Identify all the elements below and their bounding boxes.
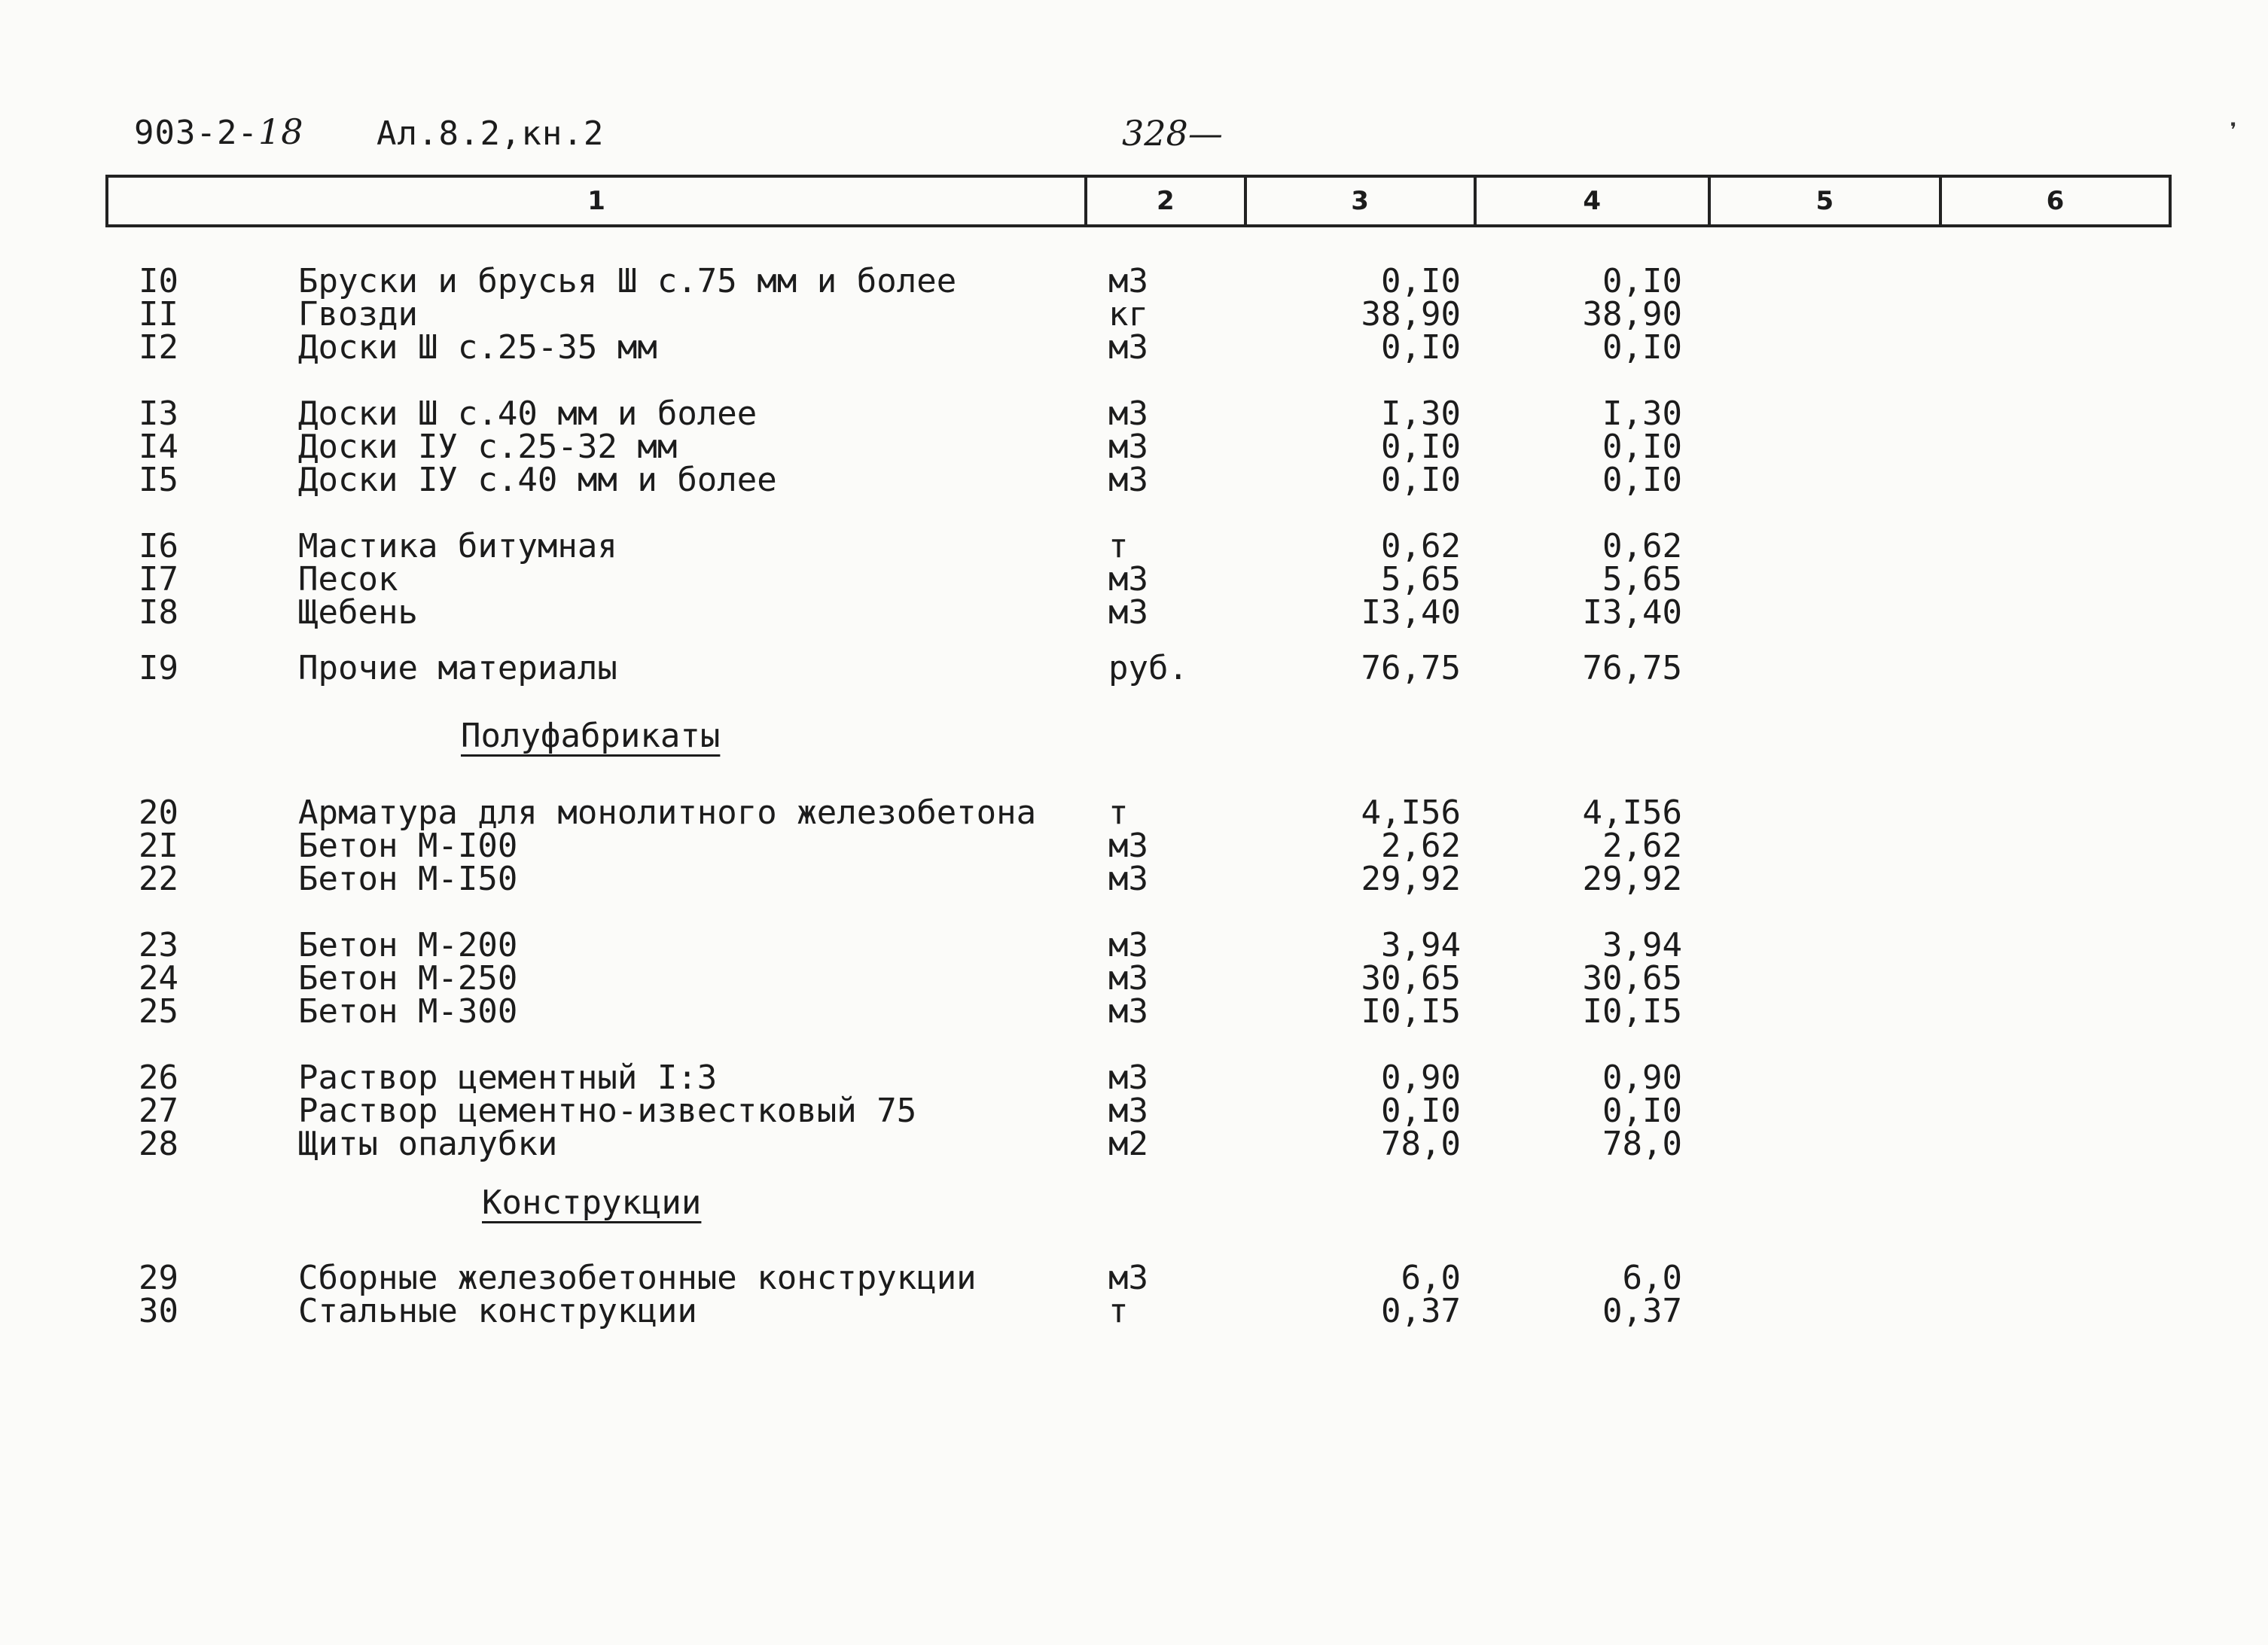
- corner-mark: ❜: [2225, 117, 2241, 148]
- material-name: Бетон М-I00: [298, 827, 518, 865]
- quantity-col3: 78,0: [1381, 1125, 1461, 1163]
- unit: м3: [1108, 394, 1148, 433]
- table-row: [0, 1059, 2268, 1097]
- material-name: Раствор цементный I:3: [298, 1059, 718, 1097]
- row-number: 20: [139, 794, 178, 832]
- quantity-col4: 0,62: [1602, 527, 1682, 565]
- material-name: Доски IУ с.25-32 мм: [298, 428, 678, 466]
- row-number: I8: [139, 593, 178, 632]
- row-number: I0: [139, 262, 178, 300]
- material-name: Бетон М-I50: [298, 860, 518, 898]
- unit: м3: [1108, 959, 1148, 998]
- quantity-col3: 3,94: [1381, 926, 1461, 964]
- page-number-dash: —: [1187, 113, 1223, 154]
- row-number: 23: [139, 926, 178, 964]
- quantity-col3: 76,75: [1361, 649, 1461, 687]
- material-name: Бетон М-250: [298, 959, 518, 998]
- quantity-col3: 6,0: [1401, 1259, 1461, 1297]
- quantity-col3: 0,37: [1381, 1292, 1461, 1330]
- quantity-col4: 2,62: [1602, 827, 1682, 865]
- document-code-handwritten: 18: [258, 111, 304, 152]
- quantity-col3: I,30: [1381, 394, 1461, 433]
- row-number: I9: [139, 649, 178, 687]
- row-number: I7: [139, 560, 178, 599]
- material-name: Щиты опалубки: [298, 1125, 558, 1163]
- unit: кг: [1108, 295, 1148, 334]
- column-header-1: 1: [108, 178, 1087, 224]
- table-row: [0, 1125, 2268, 1163]
- unit: т: [1108, 527, 1129, 565]
- material-name: Гвозди: [298, 295, 418, 334]
- row-number: 2I: [139, 827, 178, 865]
- table-column-header: [105, 175, 2172, 227]
- row-number: 27: [139, 1092, 178, 1130]
- quantity-col4: 30,65: [1582, 959, 1682, 998]
- table-row: [0, 428, 2268, 466]
- row-number: 24: [139, 959, 178, 998]
- quantity-col3: I3,40: [1361, 593, 1461, 632]
- quantity-col4: 29,92: [1582, 860, 1682, 898]
- row-number: II: [139, 295, 178, 334]
- unit: руб.: [1108, 649, 1188, 687]
- unit: т: [1108, 1292, 1129, 1330]
- unit: м2: [1108, 1125, 1148, 1163]
- table-row: [0, 1292, 2268, 1330]
- quantity-col3: 0,I0: [1381, 1092, 1461, 1130]
- table-row: [0, 328, 2268, 367]
- quantity-col4: 4,I56: [1582, 794, 1682, 832]
- unit: м3: [1108, 860, 1148, 898]
- column-header-3: 3: [1247, 178, 1477, 224]
- quantity-col4: 6,0: [1622, 1259, 1682, 1297]
- material-name: Бруски и брусья Ш с.75 мм и более: [298, 262, 957, 300]
- unit: м3: [1108, 1059, 1148, 1097]
- material-name: Доски Ш с.40 мм и более: [298, 394, 758, 433]
- unit: м3: [1108, 262, 1148, 300]
- unit: м3: [1108, 1092, 1148, 1130]
- table-row: [0, 992, 2268, 1031]
- quantity-col3: I0,I5: [1361, 992, 1461, 1031]
- quantity-col4: 5,65: [1602, 560, 1682, 599]
- unit: м3: [1108, 560, 1148, 599]
- row-number: I6: [139, 527, 178, 565]
- table-row: [0, 1259, 2268, 1297]
- quantity-col4: 3,94: [1602, 926, 1682, 964]
- unit: м3: [1108, 428, 1148, 466]
- quantity-col3: 30,65: [1361, 959, 1461, 998]
- material-name: Стальные конструкции: [298, 1292, 697, 1330]
- material-name: Песок: [298, 560, 398, 599]
- column-header-6: 6: [2046, 186, 2065, 216]
- column-header-5: 5: [1711, 178, 1942, 224]
- unit: т: [1108, 794, 1129, 832]
- material-name: Арматура для монолитного железобетона: [298, 794, 1037, 832]
- quantity-col3: 4,I56: [1361, 794, 1461, 832]
- material-name: Щебень: [298, 593, 418, 632]
- quantity-col3: 0,I0: [1381, 262, 1461, 300]
- material-name: Бетон М-300: [298, 992, 518, 1031]
- quantity-col3: 5,65: [1381, 560, 1461, 599]
- quantity-col4: 0,I0: [1602, 328, 1682, 367]
- unit: м3: [1108, 461, 1148, 499]
- unit: м3: [1108, 992, 1148, 1031]
- table-row: [0, 649, 2268, 687]
- material-name: Прочие материалы: [298, 649, 617, 687]
- table-row: [0, 1092, 2268, 1130]
- material-name: Доски Ш с.25-35 мм: [298, 328, 657, 367]
- material-name: Мастика битумная: [298, 527, 617, 565]
- column-header-2: 2: [1087, 178, 1246, 224]
- row-number: 25: [139, 992, 178, 1031]
- row-number: 30: [139, 1292, 178, 1330]
- quantity-col4: 38,90: [1582, 295, 1682, 334]
- quantity-col3: 0,I0: [1381, 461, 1461, 499]
- table-row: [0, 926, 2268, 964]
- quantity-col3: 2,62: [1381, 827, 1461, 865]
- quantity-col4: I,30: [1602, 394, 1682, 433]
- row-number: I4: [139, 428, 178, 466]
- row-number: 22: [139, 860, 178, 898]
- quantity-col3: 0,I0: [1381, 428, 1461, 466]
- unit: м3: [1108, 1259, 1148, 1297]
- document-code: [134, 111, 304, 152]
- quantity-col3: 0,90: [1381, 1059, 1461, 1097]
- column-header-4: 4: [1477, 178, 1711, 224]
- page-number: 328—: [1122, 113, 1223, 154]
- unit: м3: [1108, 328, 1148, 367]
- material-name: Сборные железобетонные конструкции: [298, 1259, 977, 1297]
- quantity-col4: 0,I0: [1602, 461, 1682, 499]
- table-row: [0, 560, 2268, 599]
- quantity-col4: 78,0: [1602, 1125, 1682, 1163]
- quantity-col4: 0,37: [1602, 1292, 1682, 1330]
- quantity-col4: 0,I0: [1602, 428, 1682, 466]
- material-name: Раствор цементно-известковый 75: [298, 1092, 917, 1130]
- quantity-col4: 0,I0: [1602, 262, 1682, 300]
- row-number: I2: [139, 328, 178, 367]
- table-row: [0, 262, 2268, 300]
- section-heading: Полуфабрикаты: [461, 717, 721, 755]
- row-number: I5: [139, 461, 178, 499]
- table-row: [0, 527, 2268, 565]
- row-number: 26: [139, 1059, 178, 1097]
- material-name: Доски IУ с.40 мм и более: [298, 461, 777, 499]
- table-row: [0, 959, 2268, 998]
- table-row: [0, 461, 2268, 499]
- quantity-col4: I3,40: [1582, 593, 1682, 632]
- document-code-printed: 903-2-: [134, 114, 258, 152]
- row-number: 28: [139, 1125, 178, 1163]
- material-name: Бетон М-200: [298, 926, 518, 964]
- quantity-col3: 29,92: [1361, 860, 1461, 898]
- quantity-col4: 0,I0: [1602, 1092, 1682, 1130]
- table-row: [0, 794, 2268, 832]
- unit: м3: [1108, 827, 1148, 865]
- row-number: 29: [139, 1259, 178, 1297]
- quantity-col4: I0,I5: [1582, 992, 1682, 1031]
- table-row: [0, 295, 2268, 334]
- unit: м3: [1108, 926, 1148, 964]
- unit: м3: [1108, 593, 1148, 632]
- quantity-col4: 0,90: [1602, 1059, 1682, 1097]
- quantity-col3: 0,62: [1381, 527, 1461, 565]
- quantity-col4: 76,75: [1582, 649, 1682, 687]
- table-row: [0, 860, 2268, 898]
- album-reference: Ал.8.2,кн.2: [376, 114, 605, 153]
- table-row: [0, 827, 2268, 865]
- table-row: [0, 394, 2268, 433]
- section-heading: Конструкции: [482, 1183, 702, 1222]
- table-row: [0, 593, 2268, 632]
- quantity-col3: 38,90: [1361, 295, 1461, 334]
- row-number: I3: [139, 394, 178, 433]
- quantity-col3: 0,I0: [1381, 328, 1461, 367]
